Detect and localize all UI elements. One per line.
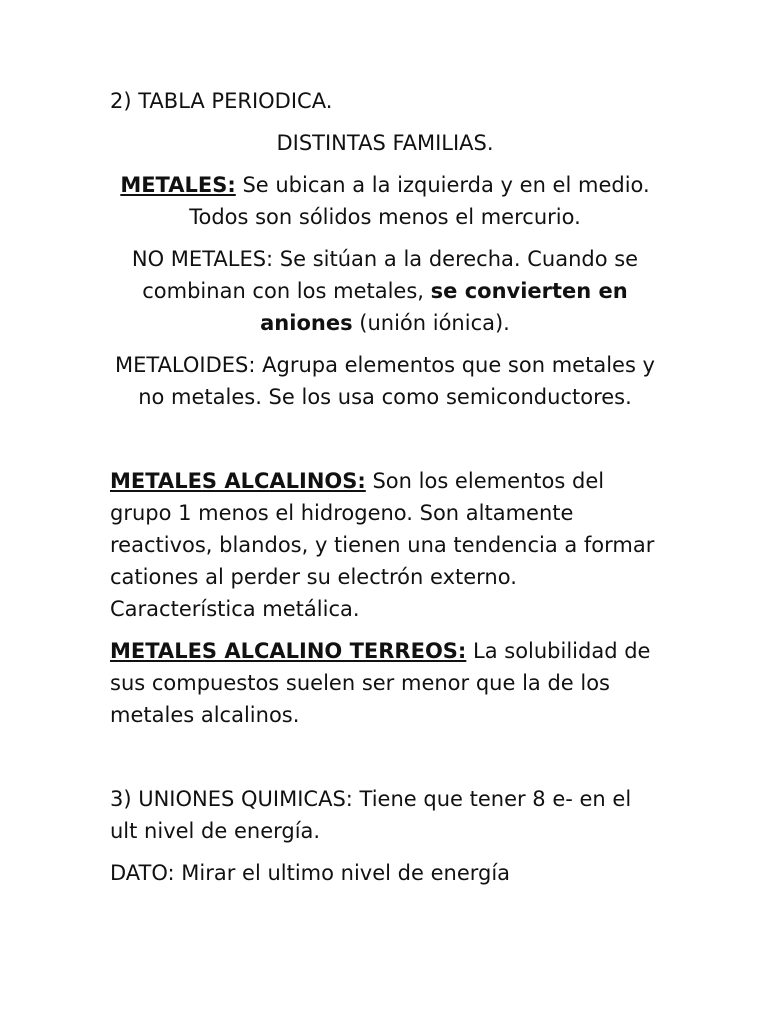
alcalino-terreos-text: La solubilidad de sus compuestos suelen ser menor que la de los metales alcalinos.: [110, 639, 651, 727]
section-3-heading: 3) UNIONES QUIMICAS: Tiene que tener 8 e- en el ult nivel de energía.: [110, 787, 632, 843]
document-body: [110, 85, 660, 899]
metaloides-paragraph: METALOIDES: Agrupa elementos que son metales y no metales. Se los usa como semiconductores.: [114, 353, 655, 409]
dato-paragraph: DATO: Mirar el ultimo nivel de energía: [110, 861, 511, 885]
metales-text: Se ubican a la izquierda y en el medio. Todos son sólidos menos el mercurio.: [189, 173, 650, 229]
alcalino-terreos-paragraph: [110, 635, 660, 731]
alcalinos-text: Son los elementos del grupo 1 menos el hidrogeno. Son altamente reactivos, blandos, y tienen una tendencia a formar cationes al perder su electrón externo. Característica metálica.: [110, 469, 655, 621]
metales-paragraph: [110, 169, 660, 233]
no-metales-paragraph: [110, 243, 660, 339]
no-metales-bold: se convierten en aniones: [260, 279, 628, 335]
families-subheading: DISTINTAS FAMILIAS.: [276, 131, 494, 155]
alcalinos-label: METALES ALCALINOS:: [110, 469, 366, 493]
spacer: [110, 741, 660, 783]
no-metales-text-b: (unión iónica).: [352, 311, 510, 335]
alcalino-terreos-label: METALES ALCALINO TERREOS:: [110, 639, 467, 663]
section-2-heading: 2) TABLA PERIODICA.: [110, 89, 333, 113]
alcalinos-paragraph: [110, 465, 660, 625]
metales-label: METALES:: [120, 173, 236, 197]
spacer: [110, 423, 660, 465]
no-metales-text-a: NO METALES: Se sitúan a la derecha. Cuando se combinan con los metales,: [131, 247, 639, 303]
